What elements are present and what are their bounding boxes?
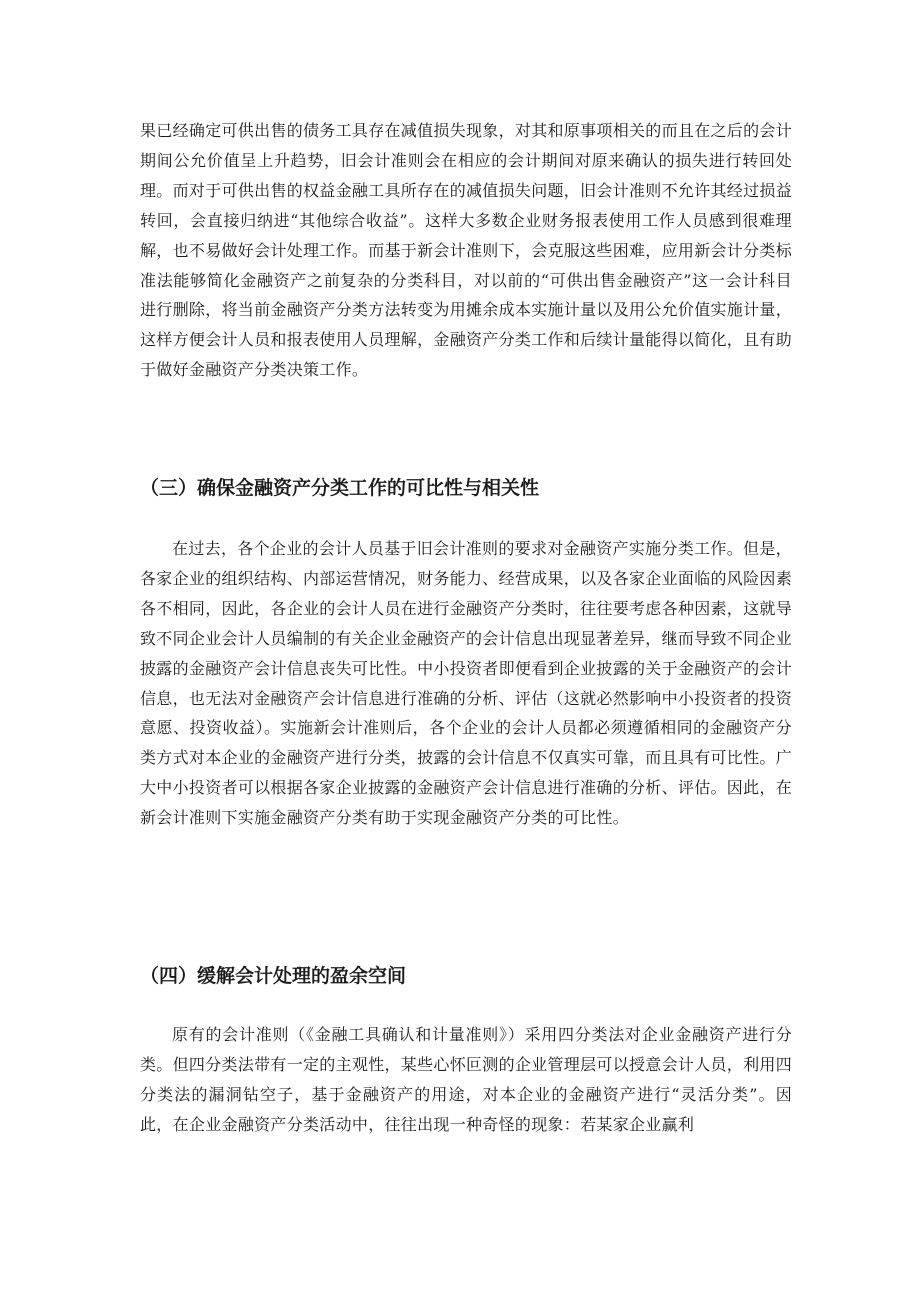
body-paragraph-3: 原有的会计准则（《金融工具确认和计量准则》）采用四分类法对企业金融资产进行分类。但四分类法带有一定的主观性，某些心怀叵测的企业管理层可以授意会计人员，利用四分类法的漏洞钻空子，基于金融资产的用途，对本企业的金融资产进行“灵活分类”。因此，在企业金融资产分类活动中，往往出现一种奇怪的现象：若某家企业赢利 xyxy=(140,1025,793,1134)
body-paragraph-2: 在过去，各个企业的会计人员基于旧会计准则的要求对金融资产实施分类工作。但是，各家企业的组织结构、内部运营情况，财务能力、经营成果，以及各家企业面临的风险因素各不相同，因此，各企业的会计人员在进行金融资产分类时，往往要考虑各种因素，这就导致不同企业会计人员编制的有关企业金融资产的会计信息出现显著差异，继而导致不同企业披露的金融资产会计信息丧失可比性。中小投资者即便看到企业披露的关于金融资产的会计信息，也无法对金融资产会计信息进行准确的分析、评估（这就必然影响中小投资者的投资意愿、投资收益）。实施新会计准则后，各个企业的会计人员都必须遵循相同的金融资产分类方式对本企业的金融资产进行分类，披露的会计信息不仅真实可靠，而且具有可比性。广大中小投资者可以根据各家企业披露的金融资产会计信息进行准确的分析、评估。因此，在新会计准则下实施金融资产分类有助于实现金融资产分类的可比性。 xyxy=(140,539,793,828)
section-heading-3: （三）确保金融资产分类工作的可比性与相关性 xyxy=(140,477,540,499)
body-paragraph-1: 果已经确定可供出售的债务工具存在减值损失现象，对其和原事项相关的而且在之后的会计期间公允价值呈上升趋势，旧会计准则会在相应的会计期间对原来确认的损失进行转回处理。而对于可供出售的权益金融工具所存在的减值损失问题，旧会计准则不允许其经过损益转回，会直接归纳进“其他综合收益”。这样大多数企业财务报表使用工作人员感到很难理解，也不易做好会计处理工作。而基于新会计准则下，会克服这些困难，应用新会计分类标准法能够简化金融资产之前复杂的分类科目，对以前的“可供出售金融资产”这一会计科目进行删除，将当前金融资产分类方法转变为用摊余成本实施计量以及用公允价值实施计量，这样方便会计人员和报表使用人员理解，金融资产分类工作和后续计量能得以简化，且有助于做好金融资产分类决策工作。 xyxy=(140,121,793,380)
section-heading-4: （四）缓解会计处理的盈余空间 xyxy=(140,965,407,987)
